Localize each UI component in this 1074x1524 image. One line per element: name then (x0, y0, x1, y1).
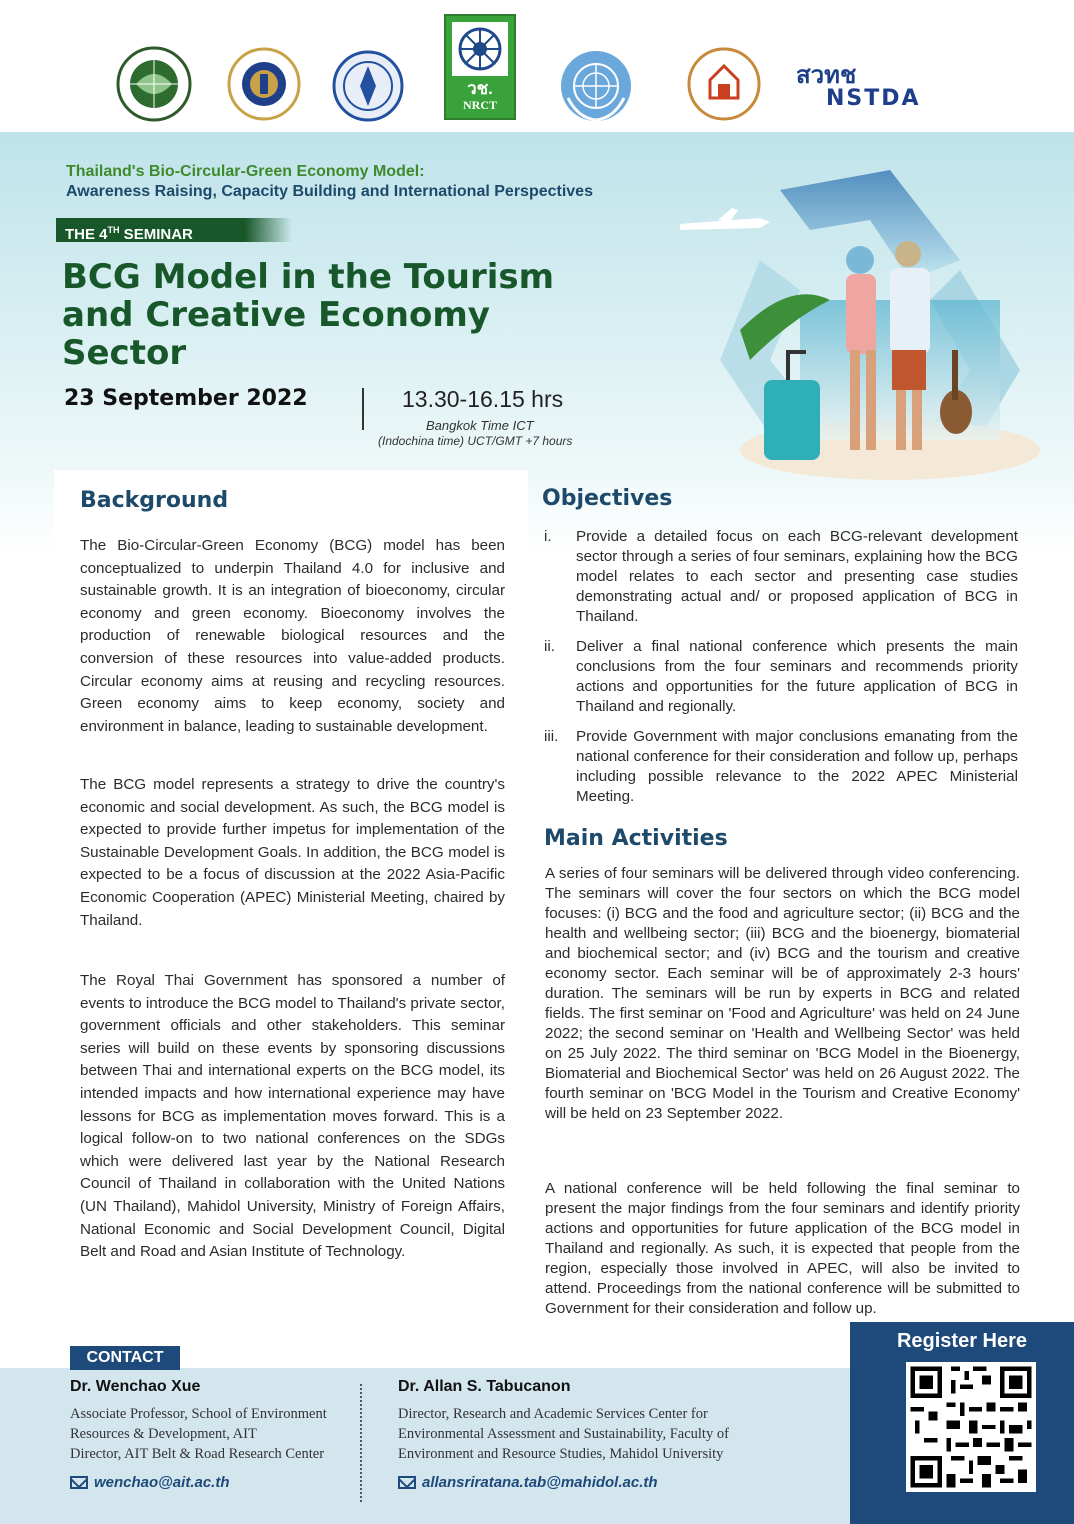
seminar-sup: TH (107, 225, 120, 235)
qr-code-icon[interactable] (906, 1362, 1036, 1492)
event-time: 13.30-16.15 hrs (402, 386, 564, 412)
subtitle-line-1: Thailand's Bio-Circular-Green Economy Model: (66, 163, 425, 180)
objective-number: iii. (544, 728, 559, 745)
activities-paragraph-1: A series of four seminars will be delivered through video conferencing. The seminars will cover the four sectors on which the BCG model focuses: (i) BCG and the food and agriculture sector; (ii) BCG and the health and wellbeing sector; (iii) BCG and the bioenergy, biomaterial and biochemical sector; and (iv) BCG and the tourism and creative economy sector. Each seminar will be of approximately 2-3 hours' duration. The seminars will be run by experts in BCG and related fields. The first seminar on 'Food and Agriculture' was held on 24 June 2022; the second seminar on 'Health and Wellbeing Sector' was held on 25 July 2022. The third seminar on 'BCG Model in the Bioenergy, Biomaterial and Biochemical Sector' was held on 26 August 2022. The fourth seminar on 'BCG Model in the Tourism and Creative Economy' will be held on 23 September 2022. (545, 865, 1020, 1122)
nrct-emblem-icon (446, 18, 514, 80)
background-heading: Background (80, 488, 229, 513)
objective-item (544, 727, 1018, 807)
nstda-thai-text: สวทช (796, 61, 857, 89)
contact-1-line-3: Director, AIT Belt & Road Research Center (70, 1446, 325, 1462)
objectives-heading: Objectives (542, 486, 673, 511)
series-subtitle (66, 162, 706, 202)
contact-2-line-3: Environment and Resource Studies, Mahidol University (398, 1446, 724, 1462)
nrct-logo (444, 14, 516, 120)
background-paragraph-2: The BCG model represents a strategy to drive the country's economic and social development. As such, the BCG model is expected to provide further impetus for implementation of the Sustainable Development Goals. In addition, the BCG model is expected to be a focus of discussion at the 2022 Asia-Pacific Economic Cooperation (APEC) Ministerial Meeting, chaired by Thailand. (80, 776, 505, 929)
background-paragraph-3: The Royal Thai Government has sponsored a number of events to introduce the BCG model to Thailand's private sector, government officials and other stakeholders. This seminar series will build on these events by sponsoring discussions between Thai and international experts on the BCG model, its intended impacts and how international experience may have lessons for BCG as implementation moves forward. This is a logical follow-on to two national conferences on the SDGs which were delivered last year by the National Research Council of Thailand in collaboration with the United Nations (UN Thailand), Mahidol University, Ministry of Foreign Affairs, National Economic and Social Development Council, Digital Belt and Road and Asian Institute of Technology. (80, 972, 505, 1261)
contact-2-line-1: Director, Research and Academic Services Center for (398, 1406, 708, 1422)
nrct-en-text: NRCT (462, 98, 497, 112)
objective-text: Provide a detailed focus on each BCG-relevant development sector through a series of four seminars, explaining how the BCG model relates to each sector and presenting case studies demonstrating actual and/ or proposed application of BCG in Thailand. (576, 528, 1018, 625)
timezone-line-2: (Indochina time) UCT/GMT +7 hours (378, 434, 573, 448)
mahidol-logo (226, 46, 302, 122)
contact-2-name: Dr. Allan S. Tabucanon (398, 1378, 571, 1395)
objective-item (544, 527, 1018, 627)
nesdc-logo (686, 46, 762, 122)
seminar-number-bar (56, 218, 292, 242)
contact-1-name: Dr. Wenchao Xue (70, 1378, 201, 1395)
contact-label: CONTACT (70, 1346, 180, 1370)
objective-text: Provide Government with major conclusions emanating from the national conference for their consideration and follow up, perhaps including possible relevance to the 2022 APEC Ministerial Meeting. (576, 728, 1018, 805)
contact-1-email-text[interactable]: wenchao@ait.ac.th (94, 1474, 230, 1491)
tourism-illustration (660, 150, 1060, 490)
seminar-prefix: THE 4 (65, 226, 108, 243)
background-paragraph-1: The Bio-Circular-Green Economy (BCG) model has been conceptualized to underpin Thailand 4.0 for inclusive and sustainable growth. It is an integration of bioeconomy, circular economy and green economy. Bioeconomy involves the production of renewable biological resources and the conversion of these resources into value-added products. Circular economy aims at reusing and recycling resources. Green economy aims to keep economy, society and environment in balance, leading to sustainable development. (80, 537, 505, 735)
objective-text: Deliver a final national conference which presents the main conclusions from the four seminars and recommends priority actions and opportunities for the future application of BCG in Thailand and regionally. (576, 638, 1018, 715)
contact-divider (360, 1384, 362, 1502)
seminar-suffix: SEMINAR (119, 226, 193, 243)
contact-2-email-text[interactable]: allansriratana.tab@mahidol.ac.th (422, 1474, 658, 1491)
contact-1-line-1: Associate Professor, School of Environment (70, 1406, 327, 1422)
activities-paragraph-2: A national conference will be held following the final seminar to present the major findings from the four seminars and identify priority actions and opportunities for future application of the BCG model in Thailand and regionally. As such, it is expected that people from the region, especially those involved in APEC, will also be invited to attend. Proceedings from the national conference will be submitted to Government for their consideration and follow up. (545, 1180, 1020, 1317)
date-divider (362, 388, 364, 430)
objectives-list (544, 527, 1018, 817)
contact-1-details (70, 1404, 350, 1464)
objective-number: i. (544, 528, 552, 545)
contact-2-details (398, 1404, 748, 1464)
event-date: 23 September 2022 (64, 386, 308, 411)
un-logo (558, 48, 634, 124)
contact-2-line-2: Environmental Assessment and Sustainability, Faculty of (398, 1426, 729, 1442)
register-label[interactable]: Register Here (896, 1330, 1028, 1352)
activities-heading: Main Activities (544, 826, 728, 851)
mail-icon (70, 1476, 88, 1489)
logo-strip (0, 0, 1074, 132)
subtitle-line-2: Awareness Raising, Capacity Building and International Perspectives (66, 183, 593, 200)
nstda-en-text: NSTDA (826, 86, 921, 111)
nstda-logo (796, 62, 962, 114)
mfa-logo (332, 50, 404, 122)
contact-1-email[interactable] (70, 1474, 230, 1491)
objective-item (544, 637, 1018, 717)
objective-number: ii. (544, 638, 555, 655)
nrct-thai-text: วช. (467, 79, 493, 98)
ait-logo (116, 46, 192, 122)
contact-1-line-2: Resources & Development, AIT (70, 1426, 257, 1442)
timezone-line-1: Bangkok Time ICT (426, 418, 534, 433)
mail-icon (398, 1476, 416, 1489)
event-title: BCG Model in the Tourism and Creative Economy Sector (62, 257, 555, 373)
contact-2-email[interactable] (398, 1474, 658, 1491)
